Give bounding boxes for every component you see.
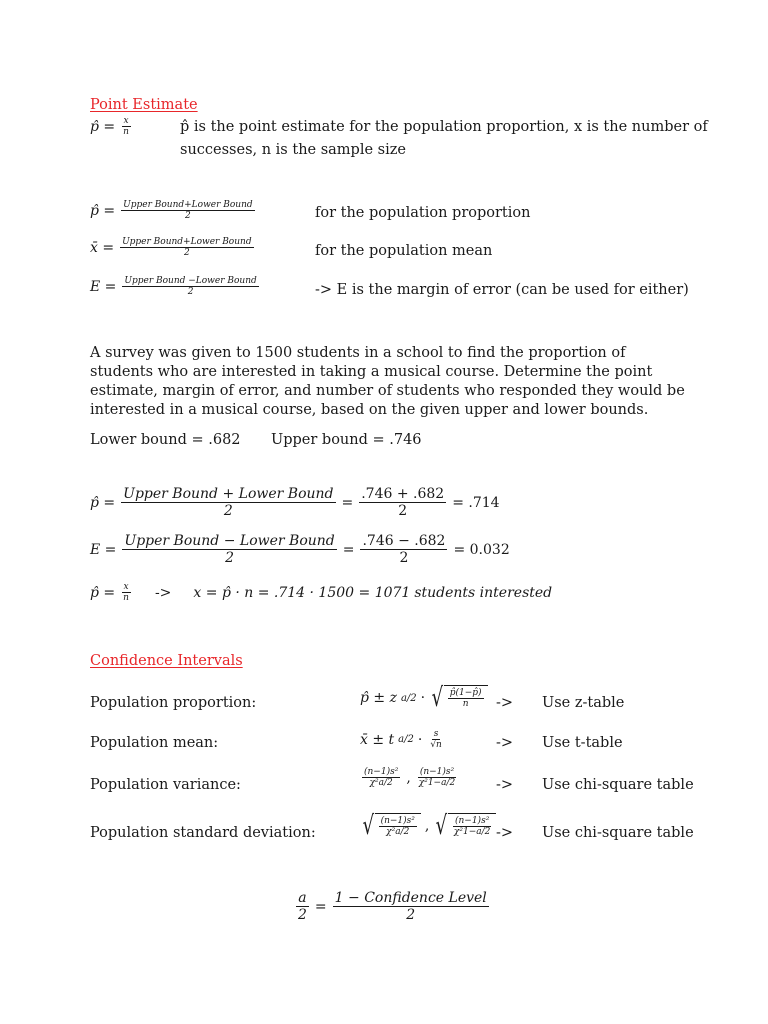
example-eq-count: p̂ = $\frac{x}{n}$ -> x = p̂ · n = .714 · 1500 = 1071 students interested — [90, 582, 553, 604]
ci-label-mean: Population mean: — [90, 735, 219, 751]
upper-bound-text: Upper bound = .746 — [271, 432, 422, 448]
ci-label-variance: Population variance: — [90, 777, 241, 793]
ci-arrow-std-dev: -> — [496, 825, 514, 841]
ci-formula-std-dev: √ $\frac{\text{(n−1)s²}}{\text{χ²a/2}}$ , √ $\frac{\text{(n−1)s²}}{\text{χ²1−a/2}}$ — [360, 813, 496, 839]
bound-desc-proportion: for the population proportion — [315, 205, 531, 221]
example-paragraph: A survey was given to 1500 students in a school to find the proportion of students who are interested in taking a musical course. Determine the point estimate, margin of error, and number of students who responded they would be interested in a musical course, based on the given upper and lower bounds. — [90, 345, 685, 418]
point-estimate-formula: p̂ = $\frac{x}{n}$ — [90, 116, 129, 138]
bound-desc-margin: -> E is the margin of error (can be used for either) — [315, 282, 689, 298]
ci-formula-proportion: p̂ ± z a/2 · √ $\frac{p̂(1-p̂)}{n}$ — [360, 685, 488, 711]
example-eq-margin: E = $\frac{\text{Upper Bound − Lower Bound}}{2}$ = $\frac{.746 - .682}{2}$ = 0.032 — [90, 533, 510, 567]
ci-table-std-dev: Use chi-square table — [542, 825, 694, 841]
confidence-intervals-heading: Confidence Intervals — [90, 653, 243, 669]
bound-desc-mean: for the population mean — [315, 243, 493, 259]
point-estimate-desc-line2: successes, n is the sample size — [180, 142, 406, 158]
ci-arrow-mean: -> — [496, 735, 514, 751]
ci-arrow-proportion: -> — [496, 695, 514, 711]
point-estimate-desc-line1: p̂ is the point estimate for the population proportion, x is the number of — [180, 119, 708, 135]
ci-label-proportion: Population proportion: — [90, 695, 257, 711]
bound-formula-margin: E = $\frac{\text{Upper Bound −Lower Bound}}{2}$ — [90, 276, 257, 298]
bound-formula-proportion: p̂ = $\frac{\text{Upper Bound+Lower Bound}}{2}$ — [90, 200, 253, 222]
alpha-formula: $\frac{a}{2}$ = $\frac{\text{1 − Confidence Level}}{2}$ — [298, 890, 487, 924]
ci-label-std-dev: Population standard deviation: — [90, 825, 316, 841]
ci-formula-variance: $\frac{\text{(n−1)s²}}{\text{χ²a/2}}$ , $\frac{\text{(n−1)s²}}{\text{χ²1−a/2}}$ — [364, 767, 456, 789]
example-eq-point-estimate: p̂ = $\frac{\text{Upper Bound + Lower Bound}}{2}$ = $\frac{.746 + .682}{2}$ = .714 — [90, 486, 500, 520]
ci-table-variance: Use chi-square table — [542, 777, 694, 793]
point-estimate-heading: Point Estimate — [90, 97, 198, 113]
ci-table-mean: Use t-table — [542, 735, 623, 751]
ci-table-proportion: Use z-table — [542, 695, 625, 711]
lower-bound-text: Lower bound = .682 — [90, 432, 241, 448]
bound-formula-mean: x̄ = $\frac{\text{Upper Bound+Lower Bound}}{2}$ — [90, 237, 252, 259]
ci-arrow-variance: -> — [496, 777, 514, 793]
ci-formula-mean: x̄ ± t a/2 · $\frac{s}{√n}$ — [360, 729, 442, 751]
